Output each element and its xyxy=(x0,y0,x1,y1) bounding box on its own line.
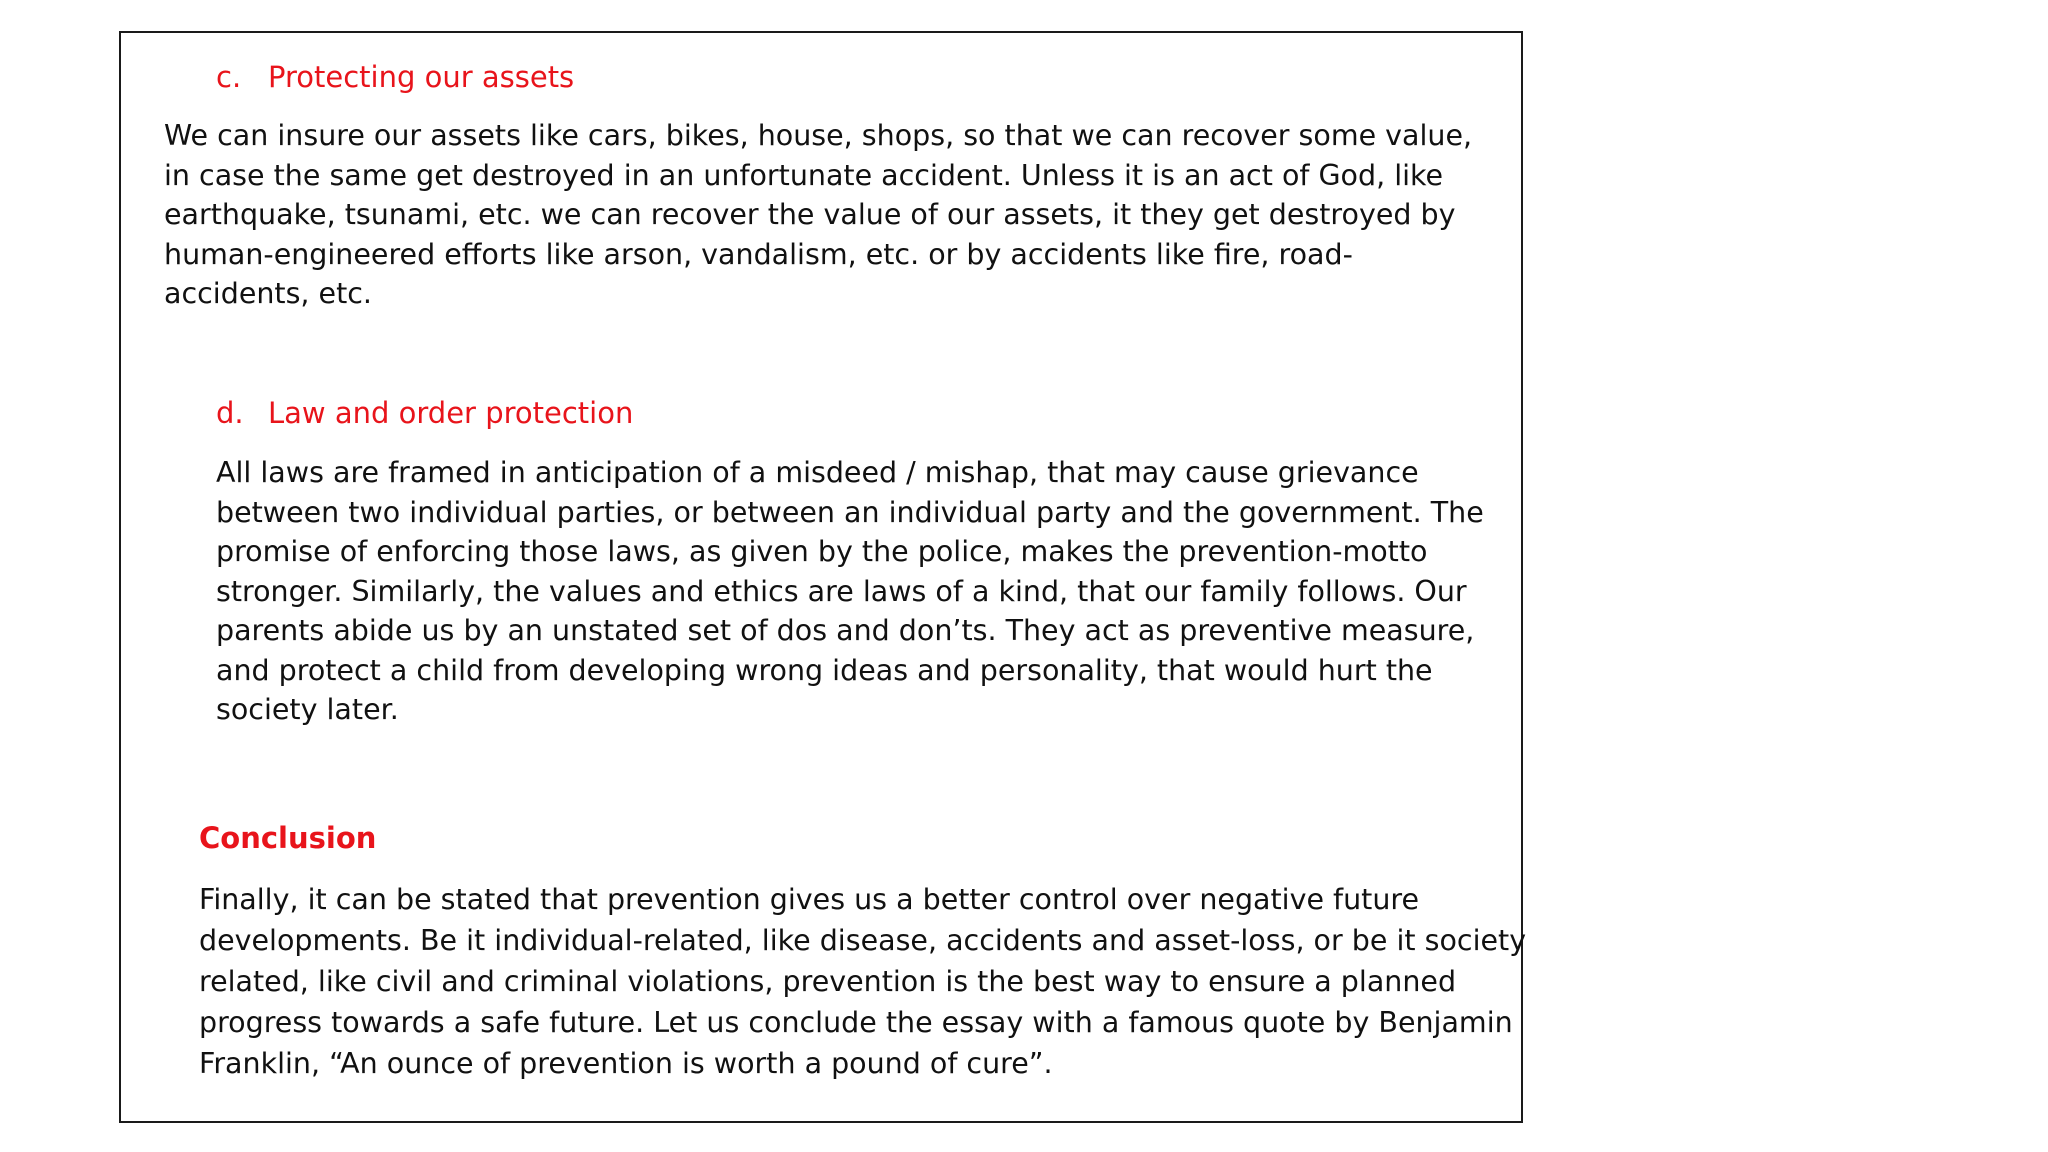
text-line: Finally, it can be stated that prevention gives us a better control over negative future xyxy=(199,883,1420,916)
text-line: earthquake, tsunami, etc. we can recover the value of our assets, it they get destroyed by xyxy=(164,198,1456,231)
paragraph-conclusion xyxy=(199,879,1526,1084)
text-line: and protect a child from developing wrong ideas and personality, that would hurt the xyxy=(216,653,1433,687)
section-title: Law and order protection xyxy=(268,396,634,430)
section-marker: d. xyxy=(216,396,244,430)
document-page xyxy=(119,31,1527,1123)
text-line: progress towards a safe future. Let us conclude the essay with a famous quote by Benjamin xyxy=(199,1006,1513,1039)
text-line: promise of enforcing those laws, as given by the police, makes the prevention-motto xyxy=(216,535,1428,568)
section-marker: c. xyxy=(216,60,242,94)
text-line: in case the same get destroyed in an unfortunate accident. Unless it is an act of God, like xyxy=(164,158,1444,192)
text-line: human-engineered efforts like arson, vandalism, etc. or by accidents like fire, road- xyxy=(164,237,1353,271)
section-heading-law-and-order xyxy=(216,396,634,430)
section-title: Protecting our assets xyxy=(268,60,575,94)
text-line: All laws are framed in anticipation of a misdeed / mishap, that may cause grievance xyxy=(216,456,1419,489)
text-line: Franklin, “An ounce of prevention is worth a pound of cure”. xyxy=(199,1047,1053,1080)
text-line: developments. Be it individual-related, like disease, accidents and asset-loss, or be it society xyxy=(199,924,1527,957)
text-line: We can insure our assets like cars, bikes, house, shops, so that we can recover some value, xyxy=(164,119,1473,152)
paragraph-protecting-assets xyxy=(164,116,1472,314)
text-line: stronger. Similarly, the values and ethics are laws of a kind, that our family follows. Our xyxy=(216,574,1467,608)
text-line: related, like civil and criminal violations, prevention is the best way to ensure a planned xyxy=(199,965,1457,998)
conclusion-heading: Conclusion xyxy=(199,821,377,855)
text-line: accidents, etc. xyxy=(164,277,372,310)
section-heading-protecting-assets xyxy=(216,60,575,94)
text-line: parents abide us by an unstated set of dos and don’ts. They act as preventive measure, xyxy=(216,614,1475,647)
text-line: society later. xyxy=(216,693,399,726)
text-line: between two individual parties, or between an individual party and the government. The xyxy=(216,495,1484,529)
paragraph-law-and-order xyxy=(216,453,1484,730)
